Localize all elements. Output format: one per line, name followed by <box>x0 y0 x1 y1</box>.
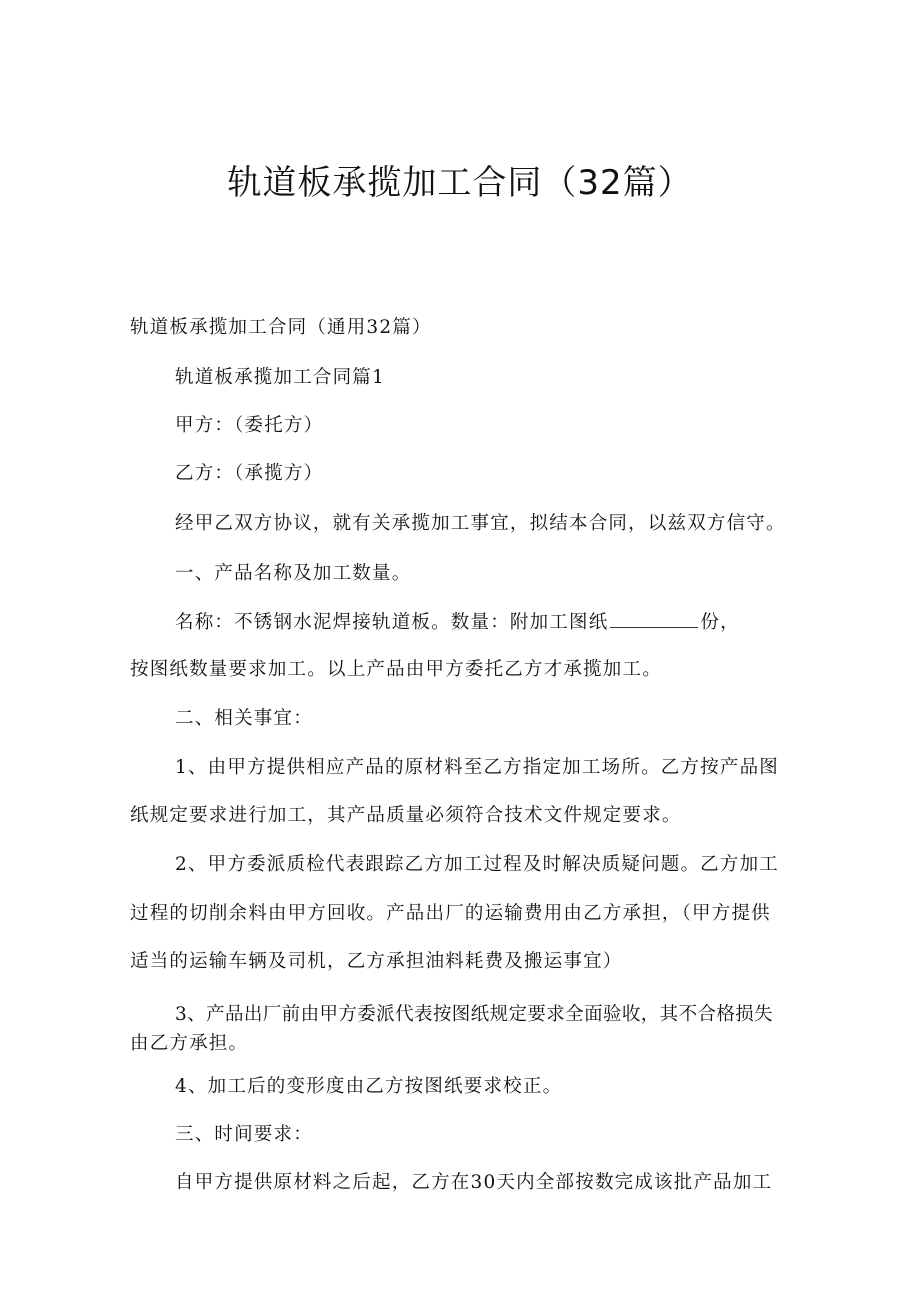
paragraph-line: 1、由甲方提供相应产品的原材料至乙方指定加工场所。乙方按产品图 <box>175 757 779 778</box>
paragraph-line: 适当的运输车辆及司机，乙方承担油料耗费及搬运事宜） <box>130 951 623 972</box>
document-title: 轨道板承揽加工合同（32篇） <box>227 163 693 203</box>
clause-heading: 一、产品名称及加工数量。 <box>175 563 412 584</box>
party-a-line: 甲方：（委托方） <box>175 415 324 436</box>
product-name-text: 名称：不锈钢水泥焊接轨道板。数量：附加工图纸 <box>175 612 609 633</box>
paragraph-line: 由乙方承担。 <box>130 1033 249 1054</box>
clause-heading: 二、相关事宜： <box>175 708 313 729</box>
clause-heading: 三、时间要求： <box>175 1124 313 1145</box>
paragraph-line: 按图纸数量要求加工。以上产品由甲方委托乙方才承揽加工。 <box>130 659 662 680</box>
paragraph-line: 4、加工后的变形度由乙方按图纸要求校正。 <box>175 1076 563 1097</box>
paragraph-line: 3、产品出厂前由甲方委派代表按图纸规定要求全面验收，其不合格损失 <box>175 1004 774 1025</box>
paragraph-line: 纸规定要求进行加工，其产品质量必须符合技术文件规定要求。 <box>130 805 682 826</box>
paragraph-line: 2、甲方委派质检代表跟踪乙方加工过程及时解决质疑问题。乙方加工 <box>175 854 779 875</box>
subtitle-line: 轨道板承揽加工合同（通用32篇） <box>130 317 432 338</box>
quantity-blank <box>610 609 698 628</box>
paragraph-line: 自甲方提供原材料之后起，乙方在30天内全部按数完成该批产品加工 <box>175 1172 773 1193</box>
paragraph-line: 过程的切削余料由甲方回收。产品出厂的运输费用由乙方承担，（甲方提供 <box>130 903 771 924</box>
quantity-unit: 份， <box>700 612 740 633</box>
party-b-line: 乙方：（承揽方） <box>175 463 324 484</box>
section-heading: 轨道板承揽加工合同篇1 <box>175 367 385 388</box>
paragraph-line: 经甲乙双方协议，就有关承揽加工事宜，拟结本合同，以兹双方信守。 <box>175 513 786 534</box>
product-name-line <box>175 609 740 636</box>
